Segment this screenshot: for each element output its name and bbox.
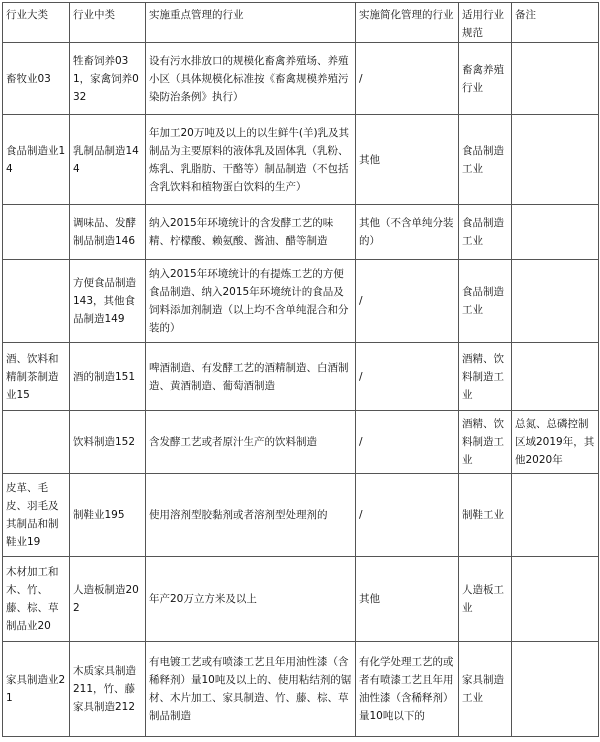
cell-simplified-management: 其他: [356, 115, 459, 205]
header-simplified-management: 实施简化管理的行业: [356, 3, 459, 43]
cell-category: 酒、饮料和精制茶制造业15: [3, 343, 70, 411]
cell-category: [3, 260, 70, 343]
cell-category: 皮革、毛皮、羽毛及其制品和制鞋业19: [3, 474, 70, 557]
cell-remarks: [512, 474, 599, 557]
cell-simplified-management: 其他（不含单纯分装的）: [356, 205, 459, 260]
cell-key-management: 纳入2015年环境统计的有提炼工艺的方便食品制造、纳入2015年环境统计的食品及饲料添加剂制造（以上均不含单纯混合和分装的）: [146, 260, 356, 343]
header-subcategory: 行业中类: [70, 3, 146, 43]
cell-simplified-management: 有化学处理工艺的或者有喷漆工艺且年用油性漆（含稀释剂）量10吨以下的: [356, 642, 459, 737]
cell-simplified-management: /: [356, 411, 459, 474]
cell-industry-norm: 人造板工业: [459, 557, 512, 642]
cell-industry-norm: 食品制造工业: [459, 115, 512, 205]
table-row: [3, 43, 599, 115]
industry-classification-table: [2, 2, 599, 737]
cell-subcategory: 乳制品制造144: [70, 115, 146, 205]
table-row: [3, 411, 599, 474]
cell-subcategory: 牲畜饲养031，家禽饲养032: [70, 43, 146, 115]
cell-subcategory: 酒的制造151: [70, 343, 146, 411]
table-row: [3, 474, 599, 557]
cell-subcategory: 调味品、发酵制品制造146: [70, 205, 146, 260]
table-row: [3, 260, 599, 343]
cell-key-management: 使用溶剂型胶黏剂或者溶剂型处理剂的: [146, 474, 356, 557]
cell-category: 食品制造业14: [3, 115, 70, 205]
cell-key-management: 纳入2015年环境统计的含发酵工艺的味精、柠檬酸、赖氨酸、酱油、醋等制造: [146, 205, 356, 260]
header-row: [3, 3, 599, 43]
cell-key-management: 有电镀工艺或有喷漆工艺且年用油性漆（含稀释剂）量10吨及以上的、使用粘结剂的锯材、木片加工、家具制造、竹、藤、棕、草制品制造: [146, 642, 356, 737]
cell-remarks: [512, 642, 599, 737]
cell-category: 畜牧业03: [3, 43, 70, 115]
cell-subcategory: 方便食品制造143，其他食品制造149: [70, 260, 146, 343]
cell-category: 家具制造业21: [3, 642, 70, 737]
cell-key-management: 设有污水排放口的规模化畜禽养殖场、养殖小区（具体规模化标准按《畜禽规模养殖污染防治条例》执行）: [146, 43, 356, 115]
cell-industry-norm: 家具制造工业: [459, 642, 512, 737]
cell-key-management: 年加工20万吨及以上的以生鲜牛(羊)乳及其制品为主要原料的液体乳及固体乳（乳粉、炼乳、乳脂肪、干酪等）制品制造（不包括含乳饮料和植物蛋白饮料的生产）: [146, 115, 356, 205]
cell-key-management: 啤酒制造、有发酵工艺的酒精制造、白酒制造、黄酒制造、葡萄酒制造: [146, 343, 356, 411]
cell-simplified-management: /: [356, 260, 459, 343]
cell-remarks: [512, 557, 599, 642]
cell-key-management: 含发酵工艺或者原汁生产的饮料制造: [146, 411, 356, 474]
table-row: [3, 343, 599, 411]
table-row: [3, 642, 599, 737]
cell-industry-norm: 食品制造工业: [459, 260, 512, 343]
cell-category: [3, 411, 70, 474]
header-remarks: 备注: [512, 3, 599, 43]
cell-subcategory: 饮料制造152: [70, 411, 146, 474]
cell-remarks: [512, 205, 599, 260]
cell-subcategory: 人造板制造202: [70, 557, 146, 642]
cell-subcategory: 制鞋业195: [70, 474, 146, 557]
cell-industry-norm: 畜禽养殖行业: [459, 43, 512, 115]
cell-industry-norm: 制鞋工业: [459, 474, 512, 557]
header-key-management: 实施重点管理的行业: [146, 3, 356, 43]
cell-subcategory: 木质家具制造211，竹、藤家具制造212: [70, 642, 146, 737]
header-industry-norm: 适用行业规范: [459, 3, 512, 43]
cell-remarks: 总氮、总磷控制区域2019年，其他2020年: [512, 411, 599, 474]
cell-simplified-management: /: [356, 474, 459, 557]
cell-industry-norm: 酒精、饮料制造工业: [459, 411, 512, 474]
cell-simplified-management: 其他: [356, 557, 459, 642]
cell-category: [3, 205, 70, 260]
cell-remarks: [512, 115, 599, 205]
table-row: [3, 115, 599, 205]
cell-remarks: [512, 43, 599, 115]
cell-remarks: [512, 260, 599, 343]
table-row: [3, 205, 599, 260]
cell-industry-norm: 酒精、饮料制造工业: [459, 343, 512, 411]
cell-industry-norm: 食品制造工业: [459, 205, 512, 260]
cell-simplified-management: /: [356, 343, 459, 411]
cell-remarks: [512, 343, 599, 411]
header-category: 行业大类: [3, 3, 70, 43]
cell-simplified-management: /: [356, 43, 459, 115]
cell-key-management: 年产20万立方米及以上: [146, 557, 356, 642]
table-row: [3, 557, 599, 642]
cell-category: 木材加工和木、竹、藤、棕、草制品业20: [3, 557, 70, 642]
